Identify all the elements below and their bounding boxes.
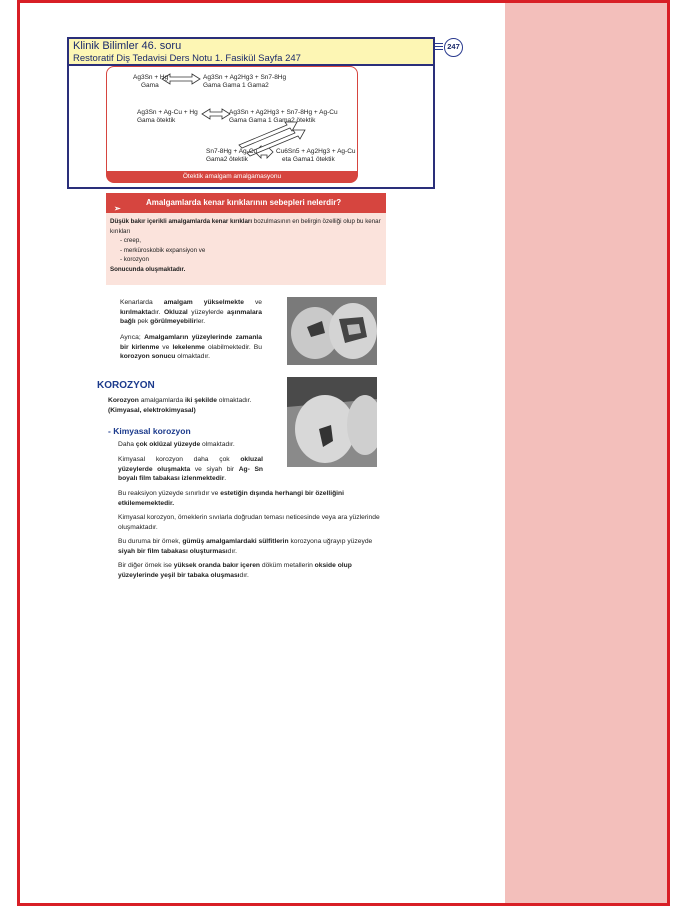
double-arrow-icon — [202, 109, 230, 119]
paragraph-bakir: Bir diğer örnek ise yüksek oranda bakır içeren döküm metallerin okside olup yüzeylerinde yeşil bir tabaka oluşmasıdır. — [118, 562, 352, 579]
reaction-3-right: Cu6Sn5 + Ag2Hg3 + Ag-Cu — [276, 148, 356, 155]
paragraph-reaksiyon: Bu reaksiyon yüzeyde sınırlıdır ve estetiğin dışında herhangi bir özelliğini etkilememektedir. — [118, 490, 344, 507]
question-box — [106, 193, 386, 285]
question-intro: Düşük bakır içerikli amalgamlarda kenar kırıkları bozulmasının en belirgin özelliği olup bu kenar kırıkları — [110, 218, 381, 235]
list-item: - creep, — [120, 237, 141, 244]
list-item: - merküroskobik expansiyon ve — [120, 246, 206, 254]
reaction-1-right: Ag3Sn + Ag2Hg3 + Sn7-8Hg — [203, 74, 287, 81]
reaction-3-right-label: eta Gama1 ötektik — [282, 156, 335, 163]
reaction-3-left: Sn7-8Hg + Ag-Cu — [206, 148, 258, 155]
right-margin-panel — [505, 3, 667, 903]
paragraph-sivilar: Kimyasal korozyon, örneklerin sıvılarla doğrudan teması neticesinde veya ara yüzlerinde oluşmaktadır. — [118, 514, 380, 531]
question-conclusion: Sonucunda oluşmaktadır. — [110, 265, 186, 273]
paragraph-ayrica: Ayrıca; Amalgamların yüzeylerinde zamanla bir kirlenme ve lekelenme olabilmektedir. Bu korozyon sonucu olmaktadır. — [120, 334, 262, 360]
header-title-bar — [69, 39, 433, 66]
question-body — [110, 217, 382, 274]
question-title-bar — [106, 193, 386, 213]
section-heading-korozyon: KOROZYON — [97, 380, 155, 391]
header-subtitle: Restoratif Diş Tedavisi Ders Notu 1. Fasikül Sayfa 247 — [73, 53, 301, 64]
pointer-arrow-icon: ➢ — [114, 204, 121, 213]
paragraph-korozyon: Korozyon amalgamlarda iki şekilde olmaktadır. (Kimyasal, elektrokimyasal) — [108, 397, 252, 414]
page-number-badge: 247 — [444, 38, 463, 57]
list-item: - korozyon — [120, 256, 149, 263]
paragraph-kenar: Kenarlarda amalgam yükselmekte ve kırılmaktadır. Okluzal yüzeylerde aşınmalara bağlı pek görülmeyebilirler. — [120, 299, 263, 325]
reaction-3-left-label: Gama2 ötektik — [206, 156, 248, 163]
tooth-photo-corrosion — [287, 377, 377, 467]
reaction-1-right-label: Gama Gama 1 Gama2 — [203, 82, 269, 89]
page-badge-lines-icon — [435, 43, 443, 52]
header-title: Klinik Bilimler 46. soru — [73, 40, 182, 52]
tooth-photo-fractured-margins — [287, 297, 377, 365]
reaction-2-left: Ag3Sn + Ag-Cu + Hg — [137, 109, 198, 116]
paragraph-oklusal: Daha çok oklüzal yüzeyde olmaktadır. — [118, 441, 235, 448]
paragraph-kimyasal-film: Kimyasal korozyon daha çok okluzal yüzeylerde oluşmakta ve siyah bir Ag- Sn boyalı film tabakası izlenmektedir. — [118, 456, 263, 482]
reaction-2-left-label: Gama ötektik — [137, 117, 176, 124]
question-title: Amalgamlarda kenar kırıklarının sebepleri nelerdir? — [146, 198, 342, 207]
reaction-1-left: Ag3Sn + Hg — [133, 74, 169, 81]
section-heading-kimyasal: - Kimyasal korozyon — [108, 426, 191, 436]
paragraph-sulfit: Bu duruma bir örnek, gümüş amalgamlardaki sülfitlerin korozyona uğrayıp yüzeyde siyah bir film tabakası oluşturmasıdır. — [118, 538, 373, 555]
reaction-2-right-label: Gama Gama 1 Gama2 ötektik — [229, 117, 316, 124]
reaction-caption: Ötektik amalgam amalgamasyonu — [106, 171, 358, 183]
reaction-1-left-label: Gama — [141, 82, 159, 89]
reaction-2-right: Ag3Sn + Ag2Hg3 + Sn7-8Hg + Ag-Cu — [229, 109, 338, 116]
